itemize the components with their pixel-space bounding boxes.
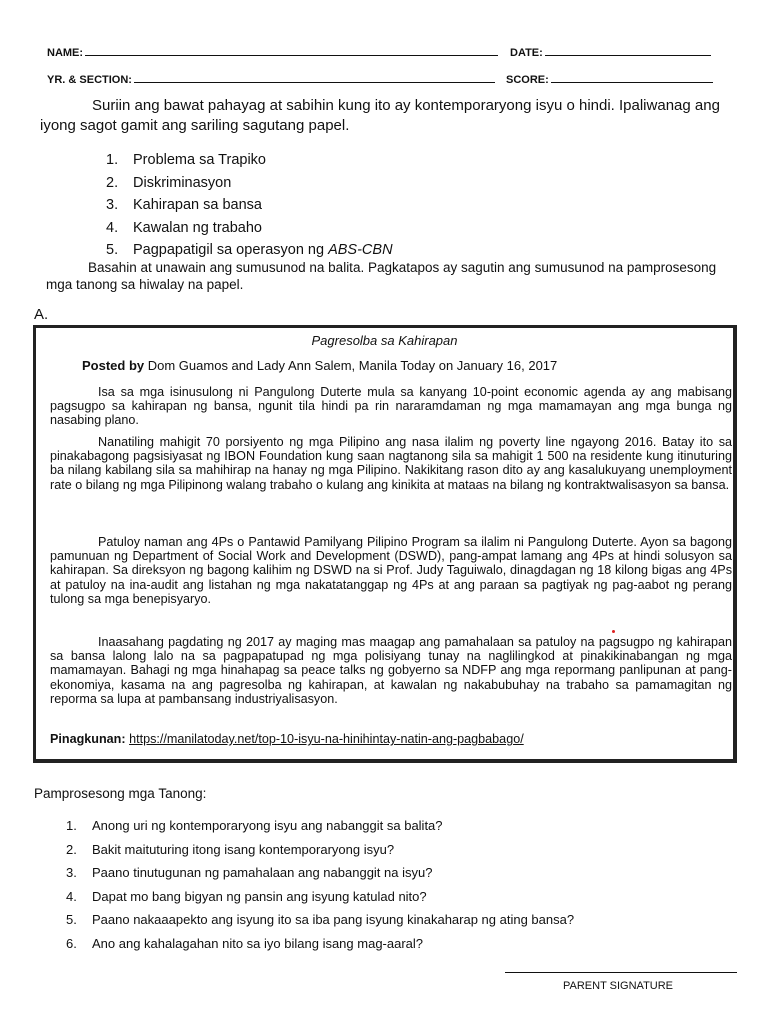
list-item: 1. Anong uri ng kontemporaryong isyu ang nabanggit sa balita? <box>66 818 443 833</box>
section-label: YR. & SECTION: <box>47 74 132 86</box>
posted-by-label: Posted by <box>82 358 145 373</box>
date-blank[interactable] <box>545 45 711 56</box>
list-item: 4. Kawalan ng trabaho <box>106 219 262 236</box>
section-field[interactable] <box>47 72 495 86</box>
article-paragraph: Inaasahang pagdating ng 2017 ay maging mas maagap ang pamahalaan sa patuloy na pagsugpo ng kahirapan sa bansa lalong lalo na sa pagpapatupad ng mga polisiyang tunay na naglilingkod at pinakikinabangan ng mga mamamayan. Bahagi ng mga hinahapag sa peace talks ng gobyerno sa NDFP ang mga repormang panlipunan at pang-ekonomiya, kasama na ang pagresolba ng kahirapan, at kawalan ng nakabubuhay na trabaho sa pamamagitan ng reporma sa lupa at pambansang industriyalisasyon. <box>50 635 732 706</box>
score-blank[interactable] <box>551 72 713 83</box>
list-item: 2. Diskriminasyon <box>106 174 232 191</box>
red-dot-mark <box>612 630 615 633</box>
date-field[interactable] <box>510 45 711 59</box>
section-blank[interactable] <box>134 72 495 83</box>
statement-list <box>106 149 393 262</box>
article-box <box>33 325 737 763</box>
signature-label: PARENT SIGNATURE <box>563 980 674 992</box>
list-item: 1. Problema sa Trapiko <box>106 152 266 168</box>
list-item: 5. Paano nakaaapekto ang isyung ito sa iba pang isyung kinakaharap ng ating bansa? <box>66 912 575 927</box>
article-paragraph: Patuloy naman ang 4Ps o Pantawid Pamilyang Pilipino Program sa ilalim ni Pangulong Duterte. Ayon sa bagong pamunuan ng Department of Social Work and Development (DSWD), pang-ampat lamang ang 4Ps at hindi solusyon sa kahirapan. Sa direksyon ng bagong kalihim ng DSWD na si Prof. Judy Taguiwalo, dinagdagan ng 18 kilong bigas ang 4Ps at patuloy na ina-audit ang listahan ng mga nakatatanggap ng 4Ps at ang paraan sa pagtiyak ng pag-aabot ng perang tulong sa mga benepisyaryo. <box>50 535 732 606</box>
score-field[interactable] <box>506 72 713 86</box>
question-list <box>66 814 574 955</box>
section-letter: A. <box>34 306 49 323</box>
article-byline <box>82 358 557 373</box>
name-label: NAME: <box>47 47 84 59</box>
article-paragraph: Isa sa mga isinusulong ni Pangulong Duterte mula sa kanyang 10-point economic agenda ay ang mabisang pagsugpo sa kahirapan ng bansa, ngunit tila hindi pa rin nararamdaman ng mga mamamayan ang mga bunga ng nasabing plano. <box>50 385 732 428</box>
list-item: 6. Ano ang kahalagahan nito sa iyo bilang isang mag-aaral? <box>66 935 424 951</box>
date-label: DATE: <box>510 47 543 59</box>
list-item: 4. Dapat mo bang bigyan ng pansin ang isyung katulad nito? <box>66 888 427 904</box>
list-item: 2. Bakit maituturing itong isang kontemporaryong isyu? <box>66 841 395 857</box>
posted-by-text: Dom Guamos and Lady Ann Salem, Manila Today on January 16, 2017 <box>147 358 558 373</box>
article-source <box>50 732 524 746</box>
article-title: Pagresolba sa Kahirapan <box>311 333 458 348</box>
source-link[interactable]: https://manilatoday.net/top-10-isyu-na-hinihintay-natin-ang-pagbabago/ <box>129 732 524 746</box>
questions-heading: Pamprosesong mga Tanong: <box>34 786 207 801</box>
instructions-2: Basahin at unawain ang sumusunod na balita. Pagkatapos ay sagutin ang sumusunod na pamprosesong mga tanong sa hiwalay na papel. <box>46 260 717 292</box>
name-field[interactable] <box>47 45 498 59</box>
list-item: 5. Pagpapatigil sa operasyon ng ABS-CBN <box>106 242 393 259</box>
list-item: 3. Paano tinutugunan ng pamahalaan ang nabanggit na isyu? <box>66 865 433 880</box>
source-label: Pinagkunan: <box>50 732 126 746</box>
name-blank[interactable] <box>85 45 498 56</box>
score-label: SCORE: <box>506 74 549 86</box>
article-paragraph: Nanatiling mahigit 70 porsiyento ng mga Pilipino ang nasa ilalim ng poverty line ngayong 2016. Batay ito sa pinakabagong pagsisiyasat ng IBON Foundation kung saan nagtanong sila sa mahigit 1 500 na residente kung itinuturing ba nilang kabilang sila sa mahihirap na hanay ng mga Pilipino. Nakikitang rason dito ay ang kasalukuyang unemployment rate o bilang ng mga Pilipinong walang trabaho o kulang ang kinikita at mataas na bilang ng kontraktwalisasyon sa bansa. <box>50 435 732 492</box>
instructions-1: Suriin ang bawat pahayag at sabihin kung ito ay kontemporaryong isyu o hindi. Ipaliwanag ang iyong sagot gamit ang sariling sagutang papel. <box>40 97 720 134</box>
signature-line[interactable] <box>505 972 737 973</box>
list-item: 3. Kahirapan sa bansa <box>106 197 262 214</box>
